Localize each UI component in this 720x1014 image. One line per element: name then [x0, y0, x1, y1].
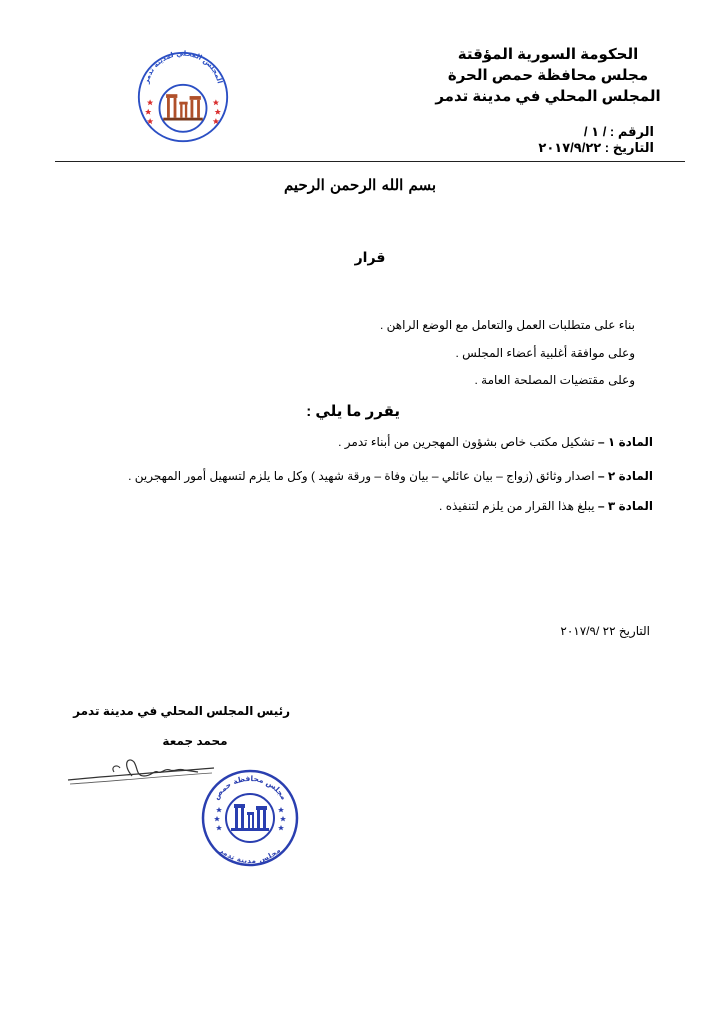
article-text: اصدار وثائق (زواج – بيان عائلي – بيان وفاة – ورقة شهيد ) وكل ما يلزم لتسهيل أمور المهجرين .	[128, 469, 598, 483]
reference-number: الرقم : / ١ /	[583, 124, 654, 139]
document-title: قرار	[354, 249, 386, 265]
article-item	[439, 499, 653, 513]
article-label: المادة ٢ –	[597, 469, 653, 483]
official-stamp-icon	[200, 768, 300, 868]
header-divider	[55, 161, 685, 162]
article-text: يبلغ هذا القرار من يلزم لتنفيذه .	[439, 499, 598, 513]
letterhead	[428, 44, 668, 107]
signatory-name: محمد جمعة	[162, 734, 228, 748]
preamble-line: بناء على متطلبات العمل والتعامل مع الوضع الراهن .	[380, 318, 635, 332]
council-logo-icon	[136, 50, 230, 144]
stamp-bottom-text: مجلس مدينة تدمر	[218, 846, 282, 865]
signatory-title: رئيس المجلس المحلي في مدينة تدمر	[73, 704, 290, 718]
reference-date: التاريخ : ٢٠١٧/٩/٢٢	[538, 140, 654, 155]
header-line-local-council: المجلس المحلي في مدينة تدمر	[435, 88, 661, 105]
preamble-line: وعلى مقتضيات المصلحة العامة .	[474, 373, 635, 387]
logo-caption: المجلس المحلي لمدينة تدمر	[141, 50, 225, 85]
article-text: تشكيل مكتب خاص بشؤون المهجرين من أبناء تدمر .	[338, 435, 598, 449]
svg-text:مجلس مدينة تدمر	[217, 846, 282, 865]
stamp-columns-icon	[231, 804, 269, 831]
header-line-government: الحكومة السورية المؤقتة	[457, 46, 639, 63]
footer-date: التاريخ ٢٢ /٢٠١٧/٩	[560, 624, 650, 638]
article-label: المادة ٣ –	[597, 499, 653, 513]
stamp-top-text: مجلس محافظة حمص	[211, 773, 289, 802]
article-item	[338, 435, 653, 449]
decision-heading: يقرر ما يلي :	[306, 403, 400, 420]
article-item	[128, 469, 653, 483]
reference-block	[538, 124, 654, 156]
preamble-line: وعلى موافقة أغلبية أعضاء المجلس .	[455, 346, 635, 360]
handwritten-signature-icon	[66, 754, 216, 786]
article-label: المادة ١ –	[597, 435, 653, 449]
header-line-province-council: مجلس محافظة حمص الحرة	[447, 67, 649, 84]
basmala: بسم الله الرحمن الرحيم	[283, 176, 437, 194]
